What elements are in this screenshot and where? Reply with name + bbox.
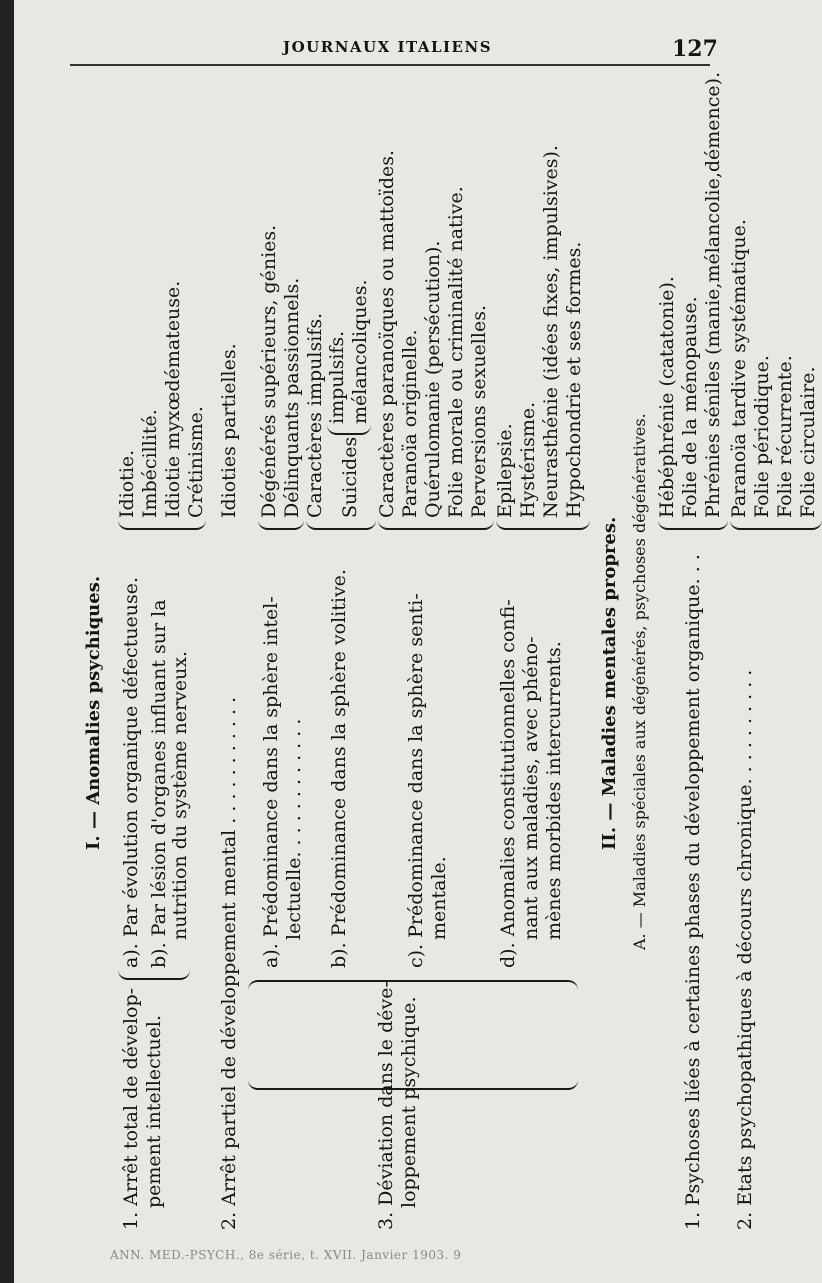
item-label: 1. Psychoses liées à certaines phases du développement organique. . .: [682, 554, 704, 1230]
section-subtitle: A. — Maladies spéciales aux dégénérés, psychoses dégénératives.: [630, 413, 649, 950]
section-title: II. — Maladies mentales propres.: [599, 516, 620, 850]
brace: [248, 980, 578, 990]
subcategory: nant aux maladies, avec phéno-: [520, 636, 542, 940]
result-item: Folie récurrente.: [774, 355, 796, 518]
brace: [327, 425, 371, 435]
header-rule: [70, 64, 710, 66]
result-item: Hystérisme.: [517, 401, 539, 518]
subcategory: d). Anomalies constitutionnelles confi-: [497, 599, 519, 968]
subcategory: mènes morbides intercurrents.: [543, 641, 565, 940]
result-item: Epilepsie.: [494, 423, 516, 518]
subcategory: c). Prédominance dans la sphère senti-: [405, 593, 427, 968]
result-item: mélancoliques.: [349, 279, 371, 424]
page-number: 127: [672, 36, 718, 62]
result-item: Idiotie myxœdémateuse.: [162, 280, 184, 518]
item-label: 3. Déviation dans le déve-: [375, 981, 397, 1230]
result-item: Folie périodique.: [751, 355, 773, 518]
brace: [258, 520, 304, 530]
item-label: 2. Etats psychopathiques à décours chronique. . . . . . . . . .: [734, 669, 756, 1230]
result-item: Imbécillité.: [139, 409, 161, 518]
item-label: pement intellectuel.: [143, 1014, 165, 1208]
result-item: Crétinisme.: [185, 406, 207, 518]
item-label: loppement psychique.: [398, 996, 420, 1208]
page-binding-edge: [0, 0, 14, 1283]
brace: [118, 520, 206, 530]
result-item: Idioties partielles.: [218, 343, 240, 518]
result-item: Suicides: [339, 436, 361, 518]
result-item: Folie de la ménopause.: [679, 296, 701, 518]
result-item: Quérulomanie (persécution).: [422, 240, 444, 518]
result-item: Phrénies séniles (manie,mélancolie,démence).: [702, 71, 724, 518]
result-item: Hébéphrénie (catatonie).: [656, 276, 678, 518]
result-item: Paranoïa originelle.: [399, 329, 421, 518]
result-item: impulsifs.: [326, 330, 348, 424]
subcategory: a). Par évolution organique défectueuse.: [120, 576, 142, 968]
result-item: Paranoïa tardive systématique.: [728, 219, 750, 518]
result-item: Neurasthénie (idées fixes, impulsives).: [540, 145, 562, 518]
subcategory: b). Par lésion d'organes influant sur la: [148, 599, 170, 968]
footer-note: ANN. MED.-PSYCH., 8e série, t. XVII. Janvier 1903. 9: [110, 1248, 462, 1262]
subcategory: a). Prédominance dans la sphère intel-: [260, 596, 282, 968]
subcategory: mentale.: [428, 856, 450, 940]
running-header: JOURNAUX ITALIENS: [283, 38, 493, 56]
brace: [496, 520, 590, 530]
item-label: 1. Arrêt total de dévelop-: [120, 987, 142, 1230]
item-label: 2. Arrêt partiel de développement mental . . . . . . . . . . .: [218, 696, 240, 1230]
result-item: Folie morale ou criminalité native.: [445, 186, 467, 518]
result-item: Dégénérés supérieurs, génies.: [258, 224, 280, 518]
brace: [658, 520, 728, 530]
subcategory: b). Prédominance dans la sphère volitive.: [328, 569, 350, 968]
classification-table: [70, 71, 819, 1230]
result-item: Idiotie.: [116, 449, 138, 518]
brace: [730, 520, 822, 530]
result-item: Caractères paranoïques ou mattoïdes.: [376, 149, 398, 518]
result-item: Caractères impulsifs.: [304, 312, 326, 518]
subcategory: lectuelle. . . . . . . . . . . .: [283, 718, 305, 940]
result-item: Folie circulaire.: [797, 366, 819, 518]
brace: [118, 970, 190, 980]
result-item: Hypochondrie et ses formes.: [563, 241, 585, 518]
brace: [378, 520, 494, 530]
result-item: Délinquants passionnels.: [281, 277, 303, 518]
brace: [306, 520, 376, 530]
section-title: I. — Anomalies psychiques.: [83, 575, 104, 850]
subcategory: nutrition du système nerveux.: [169, 650, 191, 940]
result-item: Perversions sexuelles.: [468, 305, 490, 518]
